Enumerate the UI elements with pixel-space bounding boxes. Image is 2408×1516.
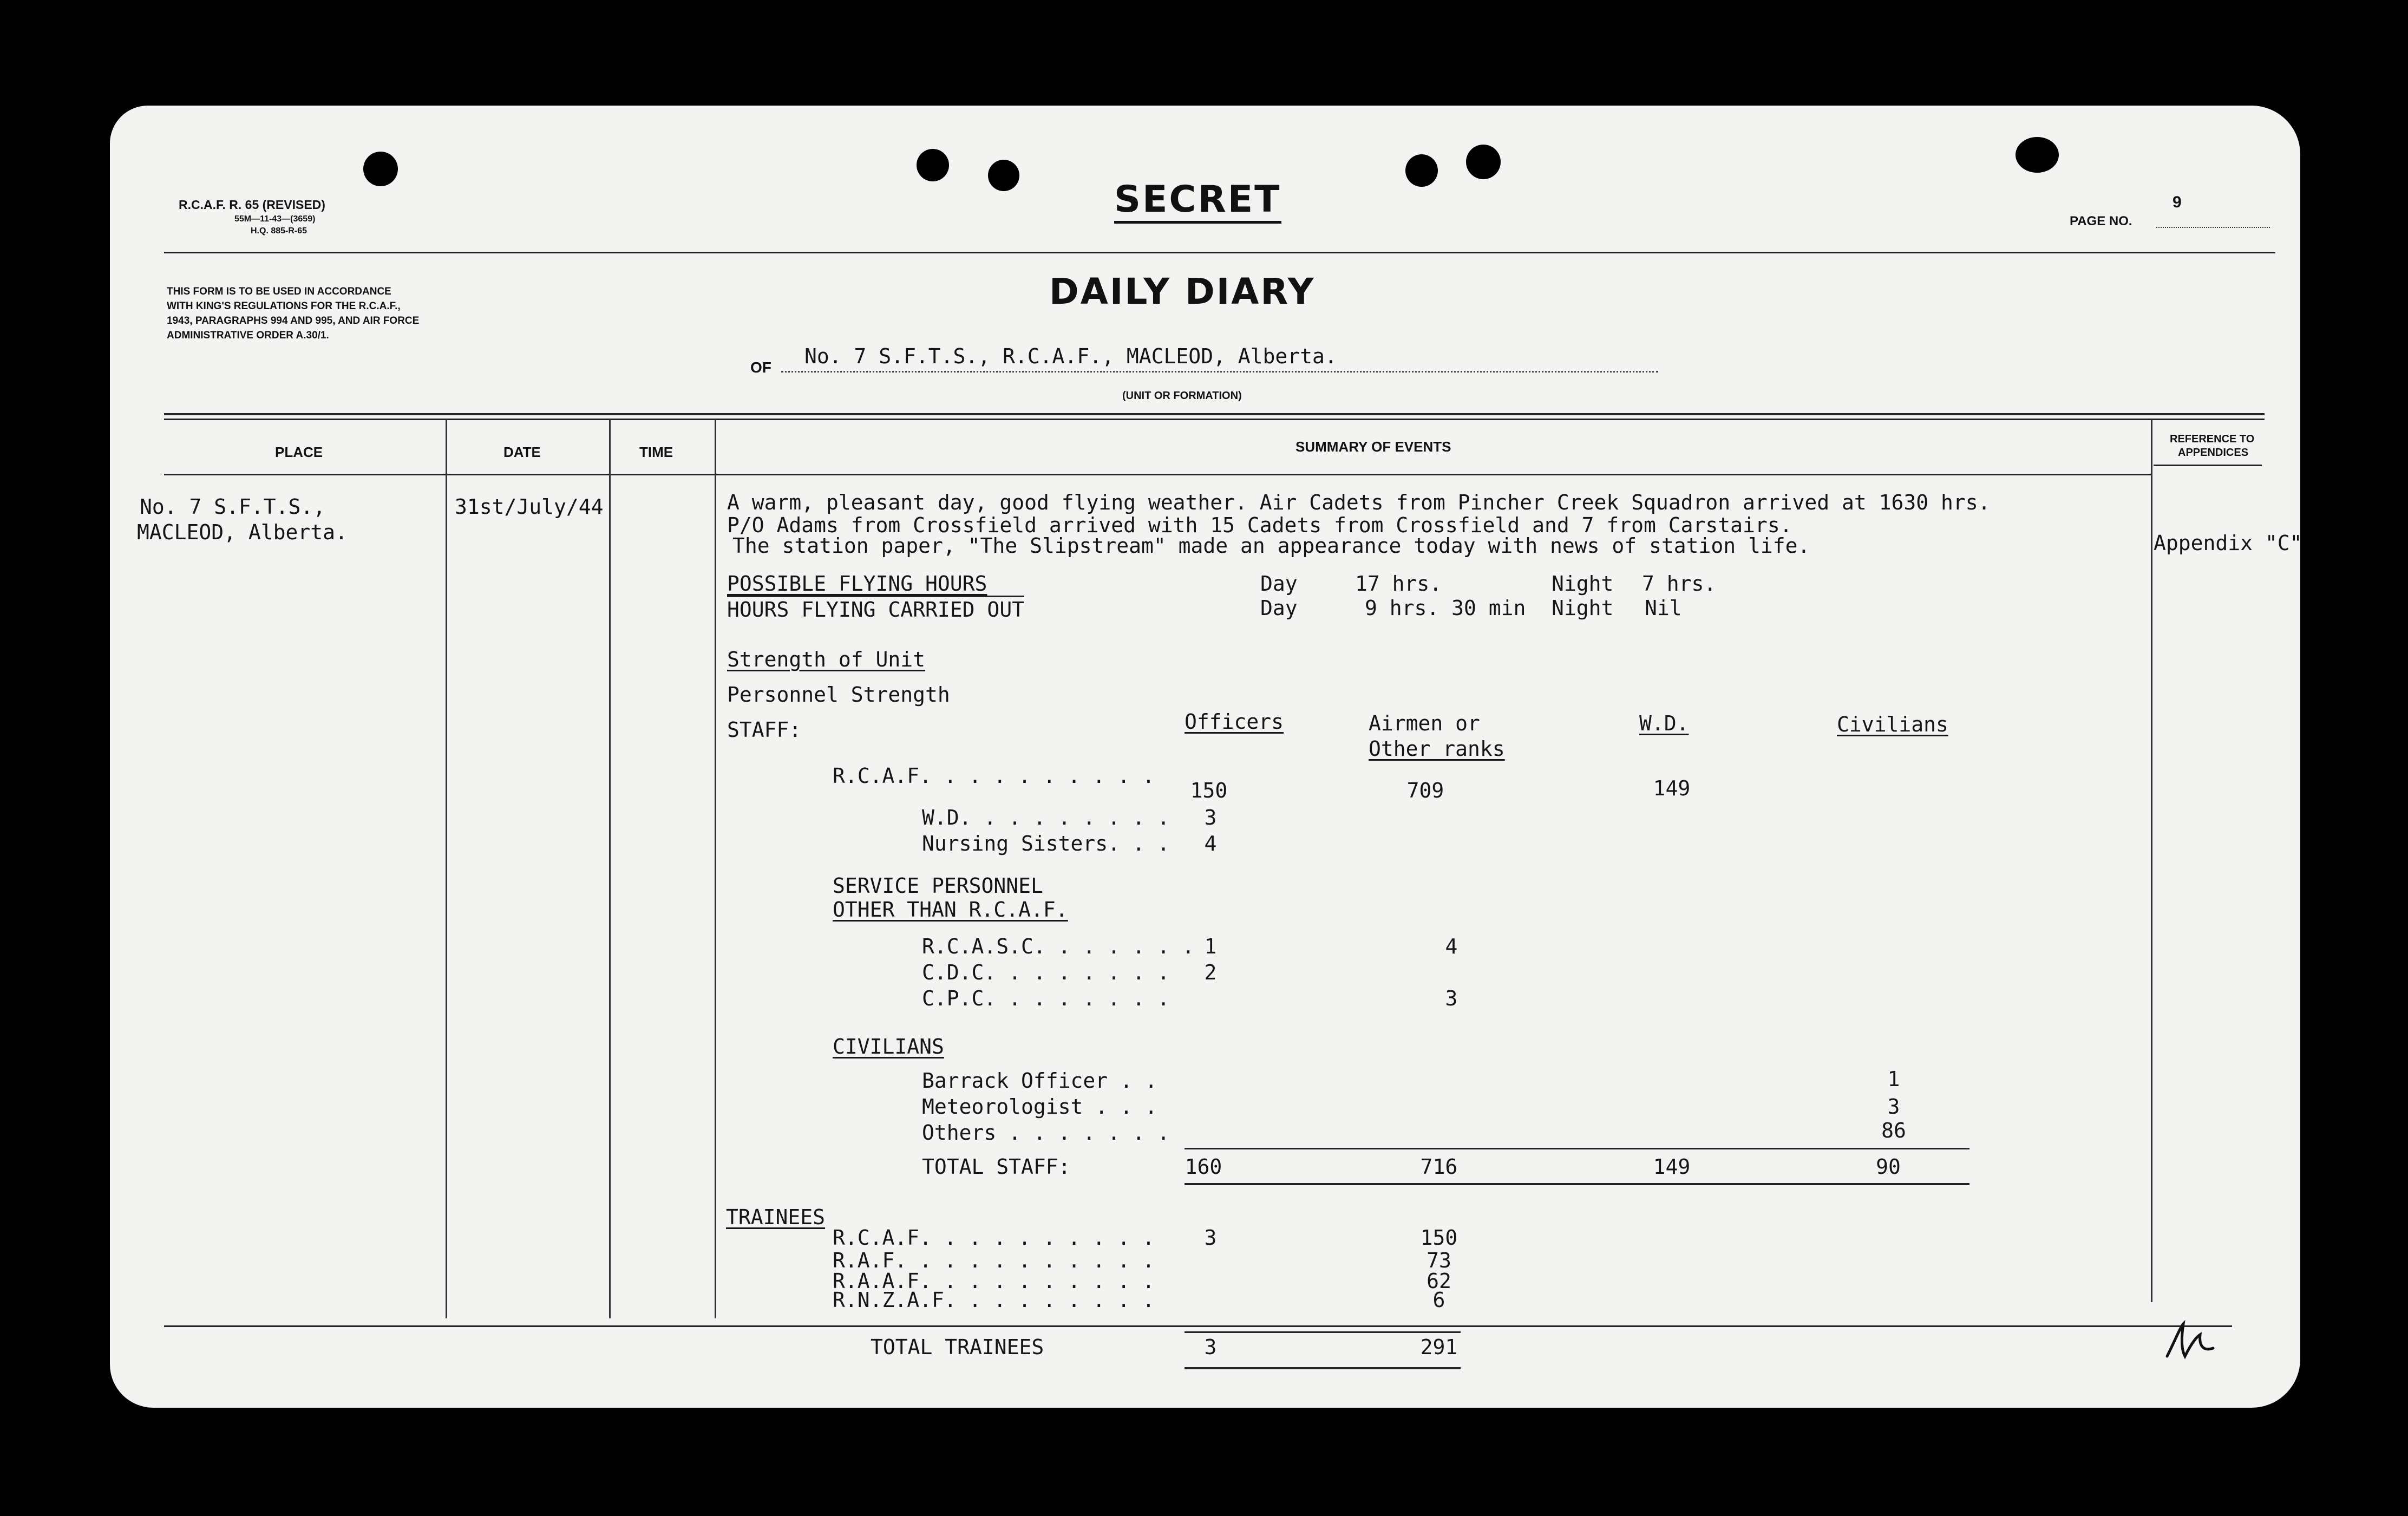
row-tr-raaf-label: R.A.A.F. . . . . . . . . . <box>833 1269 1155 1293</box>
page-number: 9 <box>2173 193 2182 211</box>
row-rcaf-label: R.C.A.F. . . . . . . . . . <box>833 764 1155 788</box>
carried-night-value: Nil <box>1645 596 1682 620</box>
total-staff-wd: 149 <box>1653 1155 1691 1179</box>
header-airmen-2: Other ranks <box>1369 737 1505 761</box>
row-rcasc-officers: 1 <box>1204 935 1217 958</box>
row-tr-raaf-airmen: 62 <box>1427 1269 1451 1293</box>
trainees-total-top-rule <box>1185 1331 1461 1333</box>
col-header-time: TIME <box>639 444 673 460</box>
col-divider-place <box>446 420 447 1318</box>
row-barrack-label: Barrack Officer . . <box>922 1069 1157 1093</box>
total-staff-label: TOTAL STAFF: <box>922 1155 1071 1179</box>
summary-line: The station paper, "The Slipstream" made an appearance today with news of station life. <box>732 534 1810 558</box>
row-tr-rcaf-label: R.C.A.F. . . . . . . . . . <box>833 1226 1155 1250</box>
entry-date: 31st/July/44 <box>455 495 604 519</box>
table-top-rule-2 <box>164 419 2265 420</box>
punch-hole <box>917 149 949 181</box>
page-label: PAGE NO. <box>2070 214 2132 228</box>
row-nursing-label: Nursing Sisters. . . <box>922 832 1170 855</box>
row-others-label: Others . . . . . . . <box>922 1121 1170 1145</box>
staff-label: STAFF: <box>727 718 802 742</box>
total-staff-officers: 160 <box>1185 1155 1222 1179</box>
summary-line: P/O Adams from Crossfield arrived with 15 Cadets from Crossfield and 7 from Carstairs. <box>727 513 1792 537</box>
row-tr-raf-label: R.A.F. . . . . . . . . . . <box>833 1249 1155 1272</box>
unit-dotted-line <box>781 371 1658 373</box>
col-header-summary: SUMMARY OF EVENTS <box>1295 439 1451 455</box>
table-bottom-rule <box>164 1325 2232 1327</box>
unit-name: No. 7 S.F.T.S., R.C.A.F., MACLEOD, Alberta. <box>804 344 1337 368</box>
row-cpc-label: C.P.C. . . . . . . . <box>922 986 1170 1010</box>
row-tr-rcaf-airmen: 150 <box>1420 1226 1458 1250</box>
possible-night-label: Night <box>1552 572 1614 596</box>
trainees-total-bottom-rule <box>1185 1367 1461 1369</box>
strength-label: Strength of Unit <box>727 648 926 671</box>
carried-day-value: 9 hrs. 30 min <box>1365 596 1526 620</box>
row-cdc-officers: 2 <box>1204 960 1217 984</box>
carried-day-label: Day <box>1260 596 1298 620</box>
service-label-1: SERVICE PERSONNEL <box>833 874 1043 898</box>
col-divider-date <box>609 420 611 1318</box>
row-rcaf-airmen: 709 <box>1406 779 1444 802</box>
punch-hole <box>1405 154 1438 187</box>
form-code-2: 55M—11-43—(3659) <box>234 214 316 224</box>
row-barrack-civ: 1 <box>1887 1067 1900 1091</box>
trainees-label: TRAINEES <box>726 1205 826 1229</box>
total-staff-airmen: 716 <box>1420 1155 1458 1179</box>
punch-hole <box>1466 145 1501 179</box>
row-others-civ: 86 <box>1881 1119 1906 1142</box>
instruction-line: ADMINISTRATIVE ORDER A.30/1. <box>167 330 329 341</box>
punch-hole <box>363 152 398 186</box>
possible-night-value: 7 hrs. <box>1642 572 1717 596</box>
page-title: DAILY DIARY <box>1049 271 1316 312</box>
col-header-date: DATE <box>503 444 541 460</box>
instruction-line: WITH KING'S REGULATIONS FOR THE R.C.A.F., <box>167 300 401 312</box>
row-nursing-officers: 4 <box>1204 832 1217 855</box>
header-civilians: Civilians <box>1837 713 1948 736</box>
punch-hole <box>2016 137 2059 173</box>
header-rule <box>164 474 2151 475</box>
instruction-line: 1943, PARAGRAPHS 994 AND 995, AND AIR FORCE <box>167 315 420 326</box>
appendix-reference: Appendix "C" <box>2154 531 2302 555</box>
table-top-rule <box>164 413 2265 415</box>
row-tr-rnzaf-airmen: 6 <box>1432 1288 1445 1312</box>
header-wd: W.D. <box>1639 711 1689 735</box>
col-header-reference-2: APPENDICES <box>2178 447 2249 459</box>
row-rcaf-officers: 150 <box>1190 779 1228 802</box>
header-officers: Officers <box>1185 710 1284 734</box>
personnel-label: Personnel Strength <box>727 683 950 707</box>
place-line-2: MACLEOD, Alberta. <box>137 520 348 544</box>
row-meteo-civ: 3 <box>1887 1095 1900 1119</box>
row-rcasc-label: R.C.A.S.C. . . . . . . <box>922 935 1195 958</box>
total-staff-top-rule <box>1185 1148 1969 1149</box>
carried-flying-label: HOURS FLYING CARRIED OUT <box>727 596 1024 622</box>
form-code-3: H.Q. 885-R-65 <box>251 226 307 236</box>
row-cpc-airmen: 3 <box>1445 986 1458 1010</box>
instruction-line: THIS FORM IS TO BE USED IN ACCORDANCE <box>167 286 391 297</box>
possible-day-label: Day <box>1260 572 1298 596</box>
row-cdc-label: C.D.C. . . . . . . . <box>922 960 1170 984</box>
place-line-1: No. 7 S.F.T.S., <box>140 495 326 519</box>
service-label-2: OTHER THAN R.C.A.F. <box>833 898 1068 922</box>
top-rule <box>164 252 2275 253</box>
row-meteo-label: Meteorologist . . . <box>922 1095 1157 1119</box>
total-staff-civ: 90 <box>1876 1155 1901 1179</box>
civilians-label: CIVILIANS <box>833 1035 944 1058</box>
of-label: OF <box>750 359 771 376</box>
diary-page <box>110 106 2300 1408</box>
unit-caption: (UNIT OR FORMATION) <box>1122 390 1242 402</box>
total-staff-bottom-rule <box>1185 1183 1969 1185</box>
col-header-reference: REFERENCE TO <box>2170 433 2255 445</box>
classification-stamp: SECRET <box>1114 179 1281 224</box>
total-trainees-officers: 3 <box>1204 1335 1217 1359</box>
possible-day-value: 17 hrs. <box>1355 572 1442 596</box>
total-trainees-label: TOTAL TRAINEES <box>871 1335 1044 1359</box>
row-rcaf-wd: 149 <box>1653 776 1691 800</box>
summary-line: A warm, pleasant day, good flying weather. Air Cadets from Pincher Creek Squadron arrived at 1630 hrs. <box>727 491 1991 514</box>
col-divider-time <box>715 420 716 1318</box>
page-underline <box>2156 227 2270 229</box>
row-wd-label: W.D. . . . . . . . . <box>922 806 1170 829</box>
row-tr-rcaf-officers: 3 <box>1204 1226 1217 1250</box>
total-trainees-airmen: 291 <box>1420 1335 1458 1359</box>
header-airmen-1: Airmen or <box>1369 711 1480 735</box>
row-tr-rnzaf-label: R.N.Z.A.F. . . . . . . . . <box>833 1288 1155 1312</box>
header-rule-ref <box>2154 465 2262 466</box>
row-tr-raf-airmen: 73 <box>1427 1249 1451 1272</box>
col-header-place: PLACE <box>275 444 323 460</box>
form-code: R.C.A.F. R. 65 (REVISED) <box>179 198 325 212</box>
row-rcasc-airmen: 4 <box>1445 935 1458 958</box>
handwritten-initial <box>2164 1318 2229 1362</box>
punch-hole <box>988 160 1019 191</box>
row-wd-officers: 3 <box>1204 806 1217 829</box>
col-divider-summary <box>2151 420 2152 1302</box>
carried-night-label: Night <box>1552 596 1614 620</box>
possible-flying-label: POSSIBLE FLYING HOURS <box>727 572 987 596</box>
